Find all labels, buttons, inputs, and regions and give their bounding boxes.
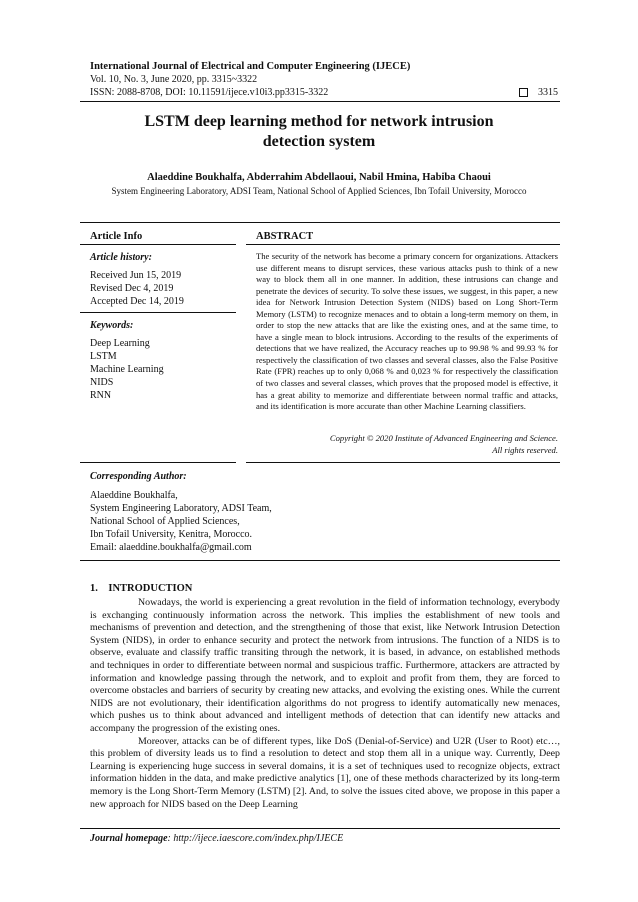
- corresponding-email: Email: alaeddine.boukhalfa@gmail.com: [90, 542, 252, 553]
- copyright-line-1: Copyright © 2020 Institute of Advanced Engineering and Science.: [329, 433, 558, 443]
- issn-line: ISSN: 2088-8708, DOI: 10.11591/ijece.v10i3.pp3315-3322: [90, 87, 329, 98]
- history-accepted: Accepted Dec 14, 2019: [90, 296, 184, 307]
- history-list: [90, 269, 184, 308]
- keyword-item: RNN: [90, 390, 112, 401]
- abstract-text: The security of the network has become a primary concern for organizations. Attackers use different means to disrupt services, these various attacks push to think of a new way to block them all in one manner. In addition, these intrusions can change and penetrate the devices of security. To solve these issues, we suggest, in this paper, a new idea for Network Intrusion Detection System (NIDS) based on Long Short-Term Memory (LSTM) to recognize menaces and to obtain a long-term memory on them, in order to stop the new attacks that are like the existing ones, and at the same time, to have a single mean to block intrusions. According to the results of the experiments of detections that we have realized, the Accuracy reaches up to 99.98 % and 99.93 % for respectively the classification of two classes and several classes, also the False Positive Rate (FPR) reaches up to only 0,068 % and 0,023 % for respectively the classification of two classes and several classes, which proves that the proposed model is effective, it has a great ability to memorize and differentiate between normal traffic and attacks, and its identification is more accurate than other Machine Learning classifiers.: [256, 251, 558, 412]
- top-separator-rule: [80, 222, 560, 223]
- keyword-item: NIDS: [90, 377, 114, 388]
- keywords-heading: Keywords:: [90, 320, 134, 331]
- corresponding-details: [90, 489, 272, 554]
- journal-name: International Journal of Electrical and Computer Engineering (IJECE): [90, 61, 411, 72]
- introduction-body: [90, 597, 560, 811]
- history-rule: [80, 312, 236, 313]
- footer-rule: [80, 828, 560, 829]
- keyword-item: LSTM: [90, 351, 117, 362]
- copyright-line-2: All rights reserved.: [492, 444, 558, 455]
- history-heading: Article history:: [90, 252, 152, 263]
- title-line-1: LSTM deep learning method for network intrusion: [144, 113, 494, 130]
- paper-title: [80, 112, 558, 152]
- history-received: Received Jun 15, 2019: [90, 270, 182, 281]
- corresponding-lab: System Engineering Laboratory, ADSI Team,: [90, 503, 272, 514]
- keyword-item: Deep Learning: [90, 338, 150, 349]
- volume-line: Vol. 10, No. 3, June 2020, pp. 3315~3322: [90, 74, 258, 85]
- copyright: [256, 433, 558, 456]
- info-bottom-rule: [80, 462, 236, 463]
- corresponding-heading: Corresponding Author:: [90, 471, 187, 482]
- title-line-2: detection system: [262, 133, 376, 150]
- corresponding-rule: [80, 560, 560, 561]
- header-rule: [80, 101, 560, 102]
- keywords-list: [90, 337, 164, 402]
- article-info-heading: Article Info: [90, 231, 143, 242]
- corresponding-name: Alaeddine Boukhalfa,: [90, 490, 178, 501]
- authors: Alaeddine Boukhalfa, Abderrahim Abdellaoui, Nabil Hmina, Habiba Chaoui: [147, 172, 491, 183]
- history-revised: Revised Dec 4, 2019: [90, 283, 174, 294]
- introduction-heading: 1. INTRODUCTION: [90, 583, 193, 594]
- introduction-paragraph-2: Moreover, attacks can be of different types, like DoS (Denial-of-Service) and U2R (User to Root) etc…, this problem of diversity leads us to find a resolution to detect and stop them all in a unique way. Currently, Deep Learning is experiencing huge success in several domains, it is a set of techniques used to recognize objects, extract information hidden in the data, and make predictive analytics [1], one of these methods characterized by its long-term memory is the Long Short-Term Memory (LSTM) [2]. And, to solve the issues cited above, we propose in this paper a new approach for NIDS based on the Deep Learning: [90, 735, 560, 810]
- abstract-bottom-rule: [246, 462, 560, 463]
- keyword-item: Machine Learning: [90, 364, 164, 375]
- introduction-paragraph-1: Nowadays, the world is experiencing a great revolution in the field of information technology, everybody is exchanging continuously information across the network. This implies the establishment of new tools and mechanisms of prevention and detection, and the strengthening of those that exist, like Network Intrusion Detection System (NIDS), in order to enhance security and protect the network from intrusions. The function of a NIDS is to observe, evaluate and classify traffic transiting through the network, it is based, in advance, on established methods and techniques in order to differentiate between normal and suspicious traffic. Furthermore, attackers are attracted by information and knowledge passing through the network, and to exploit and profit from them, they are forced to overcome obstacles and barriers of security by creating new attacks, and evolving the existing ones. While the current NIDS are not evolutionary, their identification algorithms do not progress to identify automatically new menaces, which pushes us to think about advanced and intelligent methods of detection that can identify new attacks and accompany the progression of the existing ones.: [90, 597, 560, 734]
- corresponding-school: National School of Applied Sciences,: [90, 516, 240, 527]
- affiliation: System Engineering Laboratory, ADSI Team, National School of Applied Sciences, Ibn Tofail University, Morocco: [111, 186, 527, 196]
- footer-label: Journal homepage: [90, 833, 168, 844]
- page-number-group: [519, 87, 558, 98]
- corresponding-university: Ibn Tofail University, Kenitra, Morocco.: [90, 529, 253, 540]
- article-info-rule: [80, 244, 236, 245]
- page-number: 3315: [538, 87, 558, 98]
- square-bullet-icon: [519, 88, 528, 97]
- footer-url: : http://ijece.iaescore.com/index.php/IJECE: [167, 833, 344, 844]
- abstract-heading: ABSTRACT: [256, 231, 314, 242]
- abstract-rule: [246, 244, 560, 245]
- footer: [90, 833, 343, 844]
